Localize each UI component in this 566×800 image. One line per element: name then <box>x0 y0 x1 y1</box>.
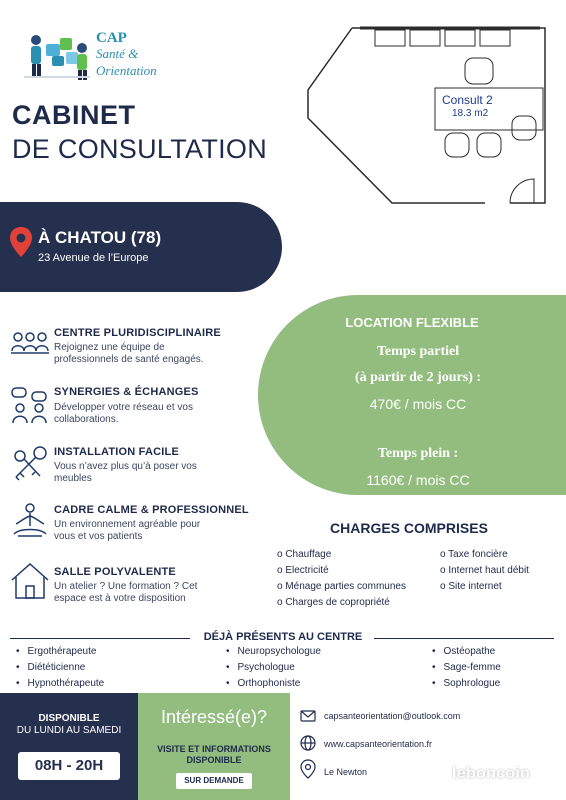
feature-title: CADRE CALME & PROFESSIONNEL <box>54 504 249 516</box>
feature-desc: Rejoignez une équipe de <box>54 342 165 353</box>
logo-puzzle-people <box>22 30 92 82</box>
availability-days: DU LUNDI AU SAMEDI <box>16 725 122 736</box>
map-pin-icon <box>300 759 316 775</box>
list-item: • Hypnothérapeute <box>16 678 104 689</box>
floor-plan <box>300 8 562 208</box>
feature-desc: Un environnement agréable pour <box>54 519 201 530</box>
charges-item: o Electricité <box>277 565 329 576</box>
rental-full-time: Temps plein : <box>377 446 459 461</box>
feature-title: SYNERGIES & ÉCHANGES <box>54 386 199 398</box>
logo-text-orientation: Orientation <box>96 63 157 78</box>
contact-email[interactable]: capsanteorientation@outlook.com <box>324 711 461 721</box>
feature-title: INSTALLATION FACILE <box>54 446 179 458</box>
feature-desc: Développer votre réseau et vos <box>54 402 193 413</box>
charges-title: CHARGES COMPRISES <box>330 520 488 536</box>
on-demand-badge: SUR DEMANDE <box>176 773 252 789</box>
rental-title: LOCATION FLEXIBLE <box>345 315 479 330</box>
feature-title: SALLE POLYVALENTE <box>54 566 176 578</box>
contact-place: Le Newton <box>324 767 368 777</box>
feature-desc: Un atelier ? Une formation ? Cet <box>54 581 198 592</box>
feature-desc: meubles <box>54 473 92 484</box>
plan-room-label: Consult 2 <box>442 93 493 107</box>
feature-desc: espace est à votre disposition <box>54 593 186 604</box>
list-item: • Psychologue <box>226 662 295 673</box>
list-item: • Ergothérapeute <box>16 646 96 657</box>
charges-item: o Internet haut débit <box>440 565 529 576</box>
rental-part-time-note: (à partir de 2 jours) : <box>354 370 482 385</box>
charges-item: o Chauffage <box>277 549 332 560</box>
feature-title: CENTRE PLURIDISCIPLINAIRE <box>54 327 221 339</box>
location-pin-icon <box>9 226 33 258</box>
present-title: DÉJÀ PRÉSENTS AU CENTRE <box>203 631 363 643</box>
rental-part-time-price: 470€ / mois CC <box>369 396 467 412</box>
visit-info-line2: DISPONIBLE <box>186 755 242 765</box>
charges-item: o Charges de copropriété <box>277 597 390 608</box>
charges-item: o Taxe foncière <box>440 549 508 560</box>
feature-desc: professionnels de santé engagés. <box>54 354 204 365</box>
rental-part-time: Temps partiel <box>376 344 460 359</box>
feature-desc: collaborations. <box>54 414 119 425</box>
globe-icon <box>300 735 316 751</box>
location-address: 23 Avenue de l’Europe <box>38 252 149 264</box>
list-item: • Sophrologue <box>432 678 500 689</box>
logo-text-sante: Santé & <box>96 46 139 61</box>
list-item: • Neuropsychologue <box>226 646 321 657</box>
charges-item: o Site internet <box>440 581 502 592</box>
page-title-line2: DE CONSULTATION <box>12 134 268 164</box>
house-icon <box>10 560 50 600</box>
logo-text-cap: CAP <box>96 30 127 46</box>
watermark-logo: leboncoin <box>452 765 531 782</box>
availability-hours: 08H - 20H <box>18 752 120 780</box>
interested-heading: Intéressé(e)? <box>160 707 268 727</box>
meditation-icon <box>10 502 50 542</box>
list-item: • Orthophoniste <box>226 678 300 689</box>
visit-info-line1: VISITE ET INFORMATIONS <box>157 744 271 754</box>
list-item: • Ostéopathe <box>432 646 495 657</box>
feature-desc: vous et vos patients <box>54 531 143 542</box>
location-title: À CHATOU (78) <box>38 228 162 247</box>
list-item: • Sage-femme <box>432 662 501 673</box>
keys-icon <box>10 444 50 484</box>
feature-desc: Vous n’avez plus qu’à poser vos <box>54 461 197 472</box>
group-icon <box>10 329 50 369</box>
page-title-line1: CABINET <box>12 100 136 130</box>
list-item: • Diététicienne <box>16 662 85 673</box>
plan-area-label: 18.3 m2 <box>452 108 489 119</box>
rental-full-time-price: 1160€ / mois CC <box>366 472 470 488</box>
footer-availability <box>0 693 138 800</box>
contact-website[interactable]: www.capsanteorientation.fr <box>324 739 433 749</box>
charges-item: o Ménage parties communes <box>277 581 406 592</box>
email-icon <box>300 708 316 724</box>
availability-label: DISPONIBLE <box>38 713 100 724</box>
chat-people-icon <box>10 386 50 426</box>
